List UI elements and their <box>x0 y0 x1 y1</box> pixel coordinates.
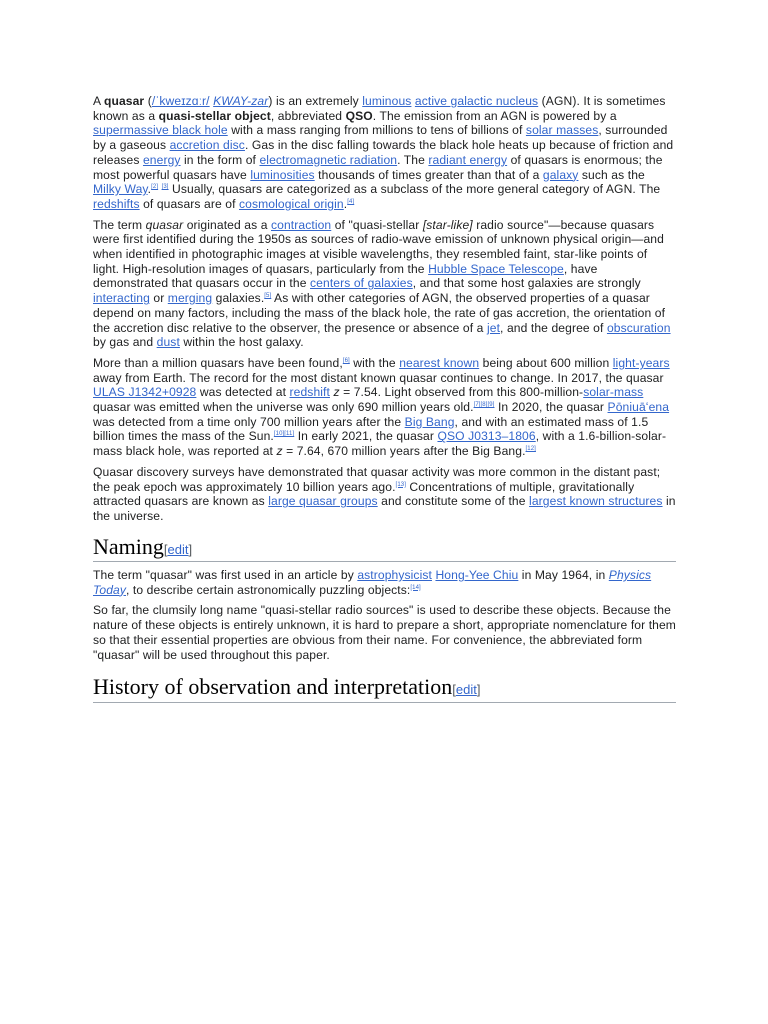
heading-naming: Naming[edit] <box>93 534 676 562</box>
link-milky-way[interactable]: Milky Way <box>93 182 148 197</box>
link-radiant-energy[interactable]: radiant energy <box>428 152 508 167</box>
origin-paragraph: The term quasar originated as a contraction of "quasi-stellar [star-like] radio source"—because quasars were first identified during the 1950s as sources of radio-wave emission of unknown physical origin—and when identified in photographic images at visible wavelengths, they resembled faint, star-like points of light. High-resolution images of quasars, particularly from the Hubble Space Telescope, have demonstrated that quasars occur in the centers of galaxies, and that some host galaxies are strongly interacting or merging galaxies.[5] As with other categories of AGN, the observed properties of a quasar depend on many factors, including the mass of the black hole, the rate of gas accretion, the orientation of the accretion disc relative to the observer, the presence or absence of a jet, and the degree of obscuration by gas and dust within the host galaxy. <box>93 217 671 350</box>
link-redshifts[interactable]: redshifts <box>93 196 140 211</box>
link-luminosities[interactable]: luminosities <box>250 167 315 182</box>
citation[interactable]: [6] <box>342 357 350 364</box>
link-big-bang[interactable]: Big Bang <box>404 414 455 429</box>
link-galaxy[interactable]: galaxy <box>542 167 579 182</box>
link-light-years[interactable]: light-years <box>612 355 670 370</box>
citation[interactable]: [12] <box>525 446 536 453</box>
link-obscuration[interactable]: obscuration <box>606 320 671 335</box>
citation[interactable]: [13] <box>395 481 406 488</box>
link-dust[interactable]: dust <box>156 335 180 350</box>
link-luminous[interactable]: luminous <box>362 94 412 108</box>
naming-paragraph: The term "quasar" was first used in an article by astrophysicist Hong-Yee Chiu in May 1964, in Physics Today, to describe certain astronomically puzzling objects:[14] <box>93 567 652 597</box>
link-nearest-known[interactable]: nearest known <box>399 355 480 370</box>
link-merging[interactable]: merging <box>167 291 213 306</box>
discovery-paragraph: More than a million quasars have been found,[6] with the nearest known being about 600 million light-years away from Earth. The record for the most distant known quasar continues to change. In 2017, the quasar ULAS J1342+0928 was detected at redshift z = 7.54. Light observed from this 800-million-solar-mass quasar was emitted when the universe was only 690 million years old.[7][8][9] In 2020, the quasar Pōniuāʻena was detected from a time only 700 million years after the Big Bang, and with an estimated mass of 1.5 billion times the mass of the Sun.[10][11] In early 2021, the quasar QSO J0313–1806, with a 1.6-billion-solar-mass black hole, was reported at z = 7.64, 670 million years after the Big Bang.[12] <box>93 355 670 459</box>
respell-link[interactable]: KWAY-zar <box>213 94 269 108</box>
link-solar-masses[interactable]: solar masses <box>525 123 599 138</box>
intro-paragraph: A quasar (/ˈkweɪzɑːr/ KWAY-zar) is an extremely luminous active galactic nucleus (AGN). It is sometimes known as a quasi-stellar object, abbreviated QSO. The emission from an AGN is powered by a supermassive black hole with a mass ranging from millions to tens of billions of solar masses, surrounded by a gaseous accretion disc. Gas in the disc falling towards the black hole heats up because of friction and releases energy in the form of electromagnetic radiation. The radiant energy of quasars is enormous; the most powerful quasars have luminosities thousands of times greater than that of a galaxy such as the Milky Way.[2] [3] Usually, quasars are categorized as a subclass of the more general category of AGN. The redshifts of quasars are of cosmological origin.[4] <box>93 94 674 211</box>
link-largest-known-structures[interactable]: largest known structures <box>529 494 663 509</box>
link-hong-yee-chiu[interactable]: Hong-Yee Chiu <box>435 567 519 582</box>
link-large-quasar-groups[interactable]: large quasar groups <box>268 494 378 509</box>
naming-quote: So far, the clumsily long name "quasi-stellar radio sources" is used to describe these objects. Because the nature of these objects is entirely unknown, it is hard to prepare a short, appropriate nomenclature for them so that their essential properties are obvious from their name. For convenience, the abbreviated form "quasar" will be used throughout this paper. <box>93 603 676 662</box>
link-accretion-disc[interactable]: accretion disc <box>169 138 245 153</box>
link-interacting[interactable]: interacting <box>93 291 150 306</box>
link-contraction[interactable]: contraction <box>271 217 332 232</box>
link-active-galactic-nucleus[interactable]: active galactic nucleus <box>414 94 539 108</box>
link-astrophysicist[interactable]: astrophysicist <box>357 567 432 582</box>
citation[interactable]: [10][11] <box>273 431 295 438</box>
term-quasi-stellar-object: quasi-stellar object <box>158 108 271 123</box>
term-qso: QSO <box>345 108 373 123</box>
link-solar-mass[interactable]: solar-mass <box>583 385 644 400</box>
ipa-link[interactable]: /ˈkweɪzɑːr/ <box>151 94 210 108</box>
citation[interactable]: [5] <box>264 293 272 300</box>
heading-history: History of observation and interpretation[edit] <box>93 674 676 702</box>
edit-section-link[interactable]: [edit] <box>163 541 193 557</box>
link-energy[interactable]: energy <box>142 152 181 167</box>
citation[interactable]: [7][8][9] <box>473 402 495 409</box>
link-electromagnetic-radiation[interactable]: electromagnetic radiation <box>259 152 398 167</box>
link-centers-of-galaxies[interactable]: centers of galaxies <box>310 276 413 291</box>
citation[interactable]: [2] <box>151 184 159 191</box>
link-ulas-j1342[interactable]: ULAS J1342+0928 <box>93 385 197 400</box>
citation[interactable]: [3] <box>161 184 169 191</box>
link-redshift[interactable]: redshift <box>289 385 330 400</box>
term-quasar: quasar <box>103 94 145 108</box>
surveys-paragraph: Quasar discovery surveys have demonstrated that quasar activity was more common in the distant past; the peak epoch was approximately 10 billion years ago.[13] Concentrations of multiple, gravitationally attracted quasars are known as large quasar groups and constitute some of the largest known structures in the universe. <box>93 464 676 523</box>
citation[interactable]: [14] <box>410 584 421 591</box>
link-poniuaena[interactable]: Pōniuāʻena <box>607 400 670 415</box>
link-cosmological-origin[interactable]: cosmological origin <box>239 196 344 211</box>
citation[interactable]: [4] <box>347 198 355 205</box>
link-jet[interactable]: jet <box>486 320 501 335</box>
link-physics-today[interactable]: Physics Today <box>93 567 652 597</box>
edit-section-link[interactable]: [edit] <box>452 682 481 698</box>
link-hubble-space-telescope[interactable]: Hubble Space Telescope <box>428 261 564 276</box>
link-qso-j0313[interactable]: QSO J0313–1806 <box>437 429 536 444</box>
link-supermassive-black-hole[interactable]: supermassive black hole <box>93 123 228 138</box>
article-body <box>93 94 676 709</box>
